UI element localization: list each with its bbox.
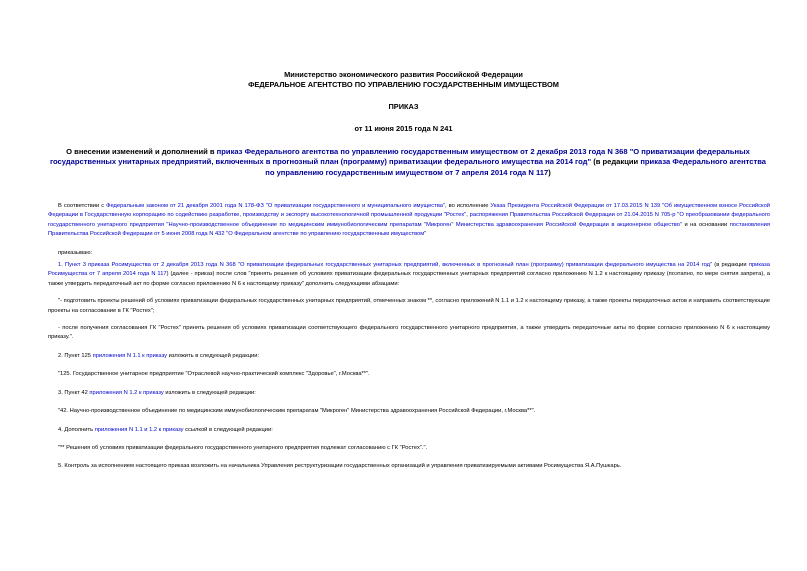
preamble-text-4: и на основании [681,221,730,228]
link-government-resolution-432[interactable]: постановления Правительства Российской Федерации от 5 июня 2008 года N 432 "О Федеральном агентстве по управлению государственным имуществом" [48,221,770,238]
item-1-paragraph [48,261,770,289]
quote-2: - после получения согласования ГК "Ростех" принять решения об условиях приватизации соответствующего федерального государственного унитарного предприятия, а также утвердить передаточные акты по форме согласно приложению N 6 к настоящему приказу.". [48,325,770,341]
document-title [48,147,768,178]
link-item-1-order-117[interactable]: приказа Росимущества от 7 апреля 2014 года N 117 [48,262,770,278]
item-3-quote: "42. Научно-производственное объединение по медицинским иммунобиологическим препаратам "Микроген" Министерства здравоохранения Российской Федерации, г.Москва**". [58,408,536,415]
item-2-text-2: изложить в следующей редакции: [167,352,260,359]
link-federal-law-178[interactable]: Федеральным законом от 21 декабря 2001 года N 178-ФЗ "О приватизации государственного и муниципального имущества" [106,203,446,209]
item-5-paragraph: 5. Контроль за исполнением настоящего приказа возложить на начальника Управления реструктуризации государственных организаций и управления приватизируемыми активами Росимущества Я.А.Пушкарь. [58,463,622,470]
link-presidential-decree-139[interactable]: Указа Президента Российской Федерации от 17.03.2015 N 139 "Об имущественном взносе Российской Федерации в Государственную корпорацию по содействию разработке, производству и экспорту высокотехнологичной промышленной продукции "Ростех" [48,203,770,219]
item-1-text-1: (в редакции [712,262,749,269]
link-government-order-705r[interactable]: распоряжения Правительства Российской Федерации от 21.04.2015 N 705-р "О преобразовании федерального государственного унитарного предприятия "Научно-производственное объединение по медицинским иммунобиологическим препаратам "Микроген" Министерства здравоохранения Российской Федерации в акционерное общество" [48,212,770,228]
preamble-text-2: , во исполнение [445,203,491,209]
ministry-name: Министерство экономического развития Российской Федерации [284,70,523,79]
item-2-text-1: 2. Пункт 125 [58,352,93,359]
item-4-quote: "** Решения об условиях приватизации федерального государственного унитарного предприятия подлежат согласованию с ГК "Ростех".". [58,444,428,451]
title-text-3: ) [548,167,551,177]
agency-name: ФЕДЕРАЛЬНОЕ АГЕНТСТВО ПО УПРАВЛЕНИЮ ГОСУДАРСТВЕННЫМ ИМУЩЕСТВОМ [248,80,559,89]
title-text-2: (в редакции [591,157,641,167]
link-appendices-1-1-1-2[interactable]: приложения N 1.1 и 1.2 к приказу [94,426,184,433]
link-item-1-order-368[interactable]: 1. Пункт 3 приказа Росимущества от 2 декабря 2013 года N 368 "О приватизации федеральных государственных унитарных предприятий, включенных в прогнозный план (программу) приватизации федерального имущества на 2014 год" [58,262,713,269]
preamble-text-1: В соответствии с [58,203,107,209]
link-appendix-1-2[interactable]: приложения N 1.2 к приказу [89,389,164,396]
item-1-text-2: ) (далее - приказ) после слов "принять решения об условиях приватизации федеральных государственных унитарных предприятий согласно приложению N 1.2 к настоящему приказу (поэтапно, по мере снятия запрета), а также утвердить передаточный акт по форме согласно приложению N 6 к настоящему приказу" дополнить следующими абзацами: [48,271,770,287]
item-3-text-1: 3. Пункт 42 [58,389,90,396]
title-link-order-368[interactable]: приказ Федерального агентства по управлению государственным имуществом от 2 декабря 2013 года N 368 "О приватизации федеральных государственных унитарных предприятий, включенных в прогнозный план (программу) приватизации федерального имущества на 2014 год" [49,147,750,167]
document-body [48,202,770,472]
order-word: приказываю: [58,249,93,256]
item-4-text-2: ссылкой в следующей редакции: [183,426,273,433]
document-date: от 11 июня 2015 года N 241 [354,124,453,133]
item-4-paragraph [48,426,770,435]
preamble-paragraph [48,202,770,240]
document-type: ПРИКАЗ [388,102,419,111]
item-2-paragraph [48,352,770,361]
title-text-1: О внесении изменений и дополнений в [66,147,217,156]
link-appendix-1-1[interactable]: приложения N 1.1 к приказу [92,352,168,359]
item-2-quote: "125. Государственное унитарное предприятие "Отраслевой научно-практический комплекс "Здоровье", г.Москва**". [58,371,370,378]
quote-1: "- подготовить проекты решений об условиях приватизации федеральных государственных унитарных предприятий, отмеченных знаком **, согласно приложений N 1.1 и 1.2 к настоящему приказу, а также проекты передаточных актов и направить соответствующие проекты на согласование в ГК "Ростех"; [48,298,770,314]
item-4-text-1: 4. Дополнить [58,426,95,433]
title-link-order-117[interactable]: приказа Федерального агентства по управлению государственным имуществом от 7 апреля 2014 года N 117 [265,157,767,177]
item-3-text-2: изложить в следующей редакции: [163,389,256,396]
item-3-paragraph [48,389,770,398]
preamble-text-3: , [466,212,470,219]
